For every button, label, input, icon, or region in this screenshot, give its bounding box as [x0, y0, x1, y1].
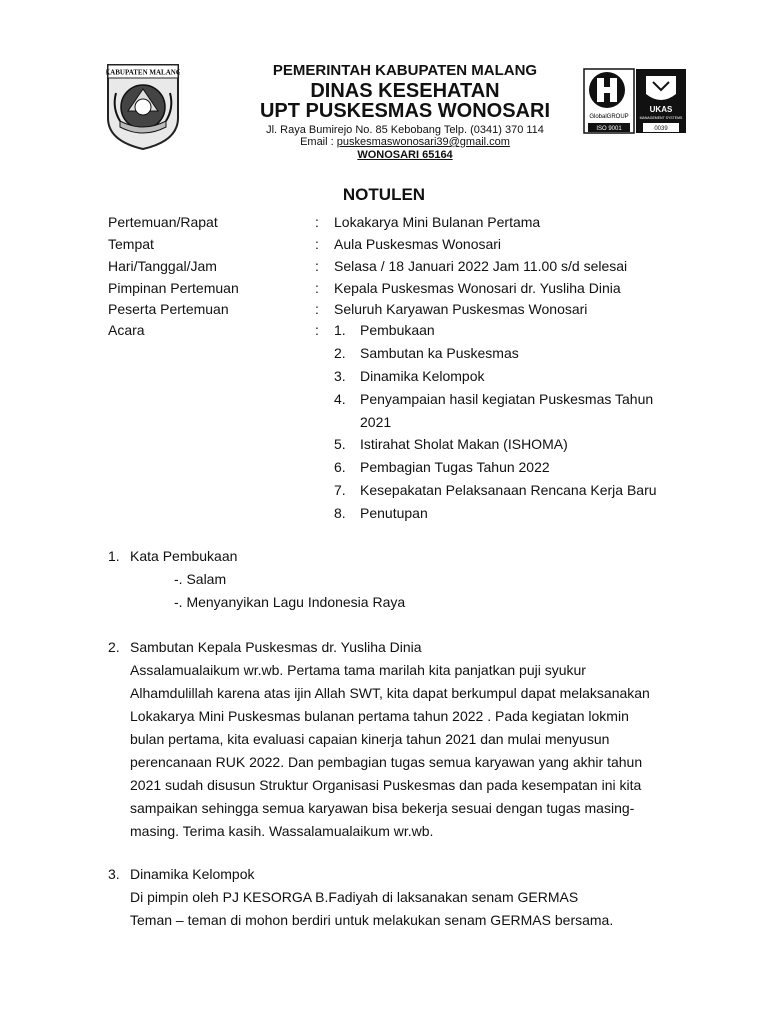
agenda-item: 8. Penutupan	[334, 505, 428, 521]
svg-text:0039: 0039	[654, 126, 668, 132]
meta-row-place	[108, 233, 708, 255]
agenda-item: 4. Penyampaian hasil kegiatan Puskesmas Tahun	[334, 391, 654, 407]
agenda-item: 1. Pembukaan	[334, 322, 435, 338]
section-welcome-speech	[108, 636, 728, 843]
section-group-dynamics	[108, 863, 728, 932]
ukas-logo	[636, 69, 686, 133]
meta-value: Lokakarya Mini Bulanan Pertama	[334, 214, 541, 230]
agenda-item: 6. Pembagian Tugas Tahun 2022	[334, 459, 550, 475]
section-item: -. Salam	[174, 571, 227, 587]
letterhead-postal: WONOSARI 65164	[357, 149, 453, 161]
meta-value: Aula Puskesmas Wonosari	[334, 236, 502, 252]
section-title: Kata Pembukaan	[130, 548, 238, 564]
meta-colon: :	[315, 258, 319, 274]
meta-label: Acara	[108, 322, 145, 338]
paragraph-line: Di pimpin oleh PJ KESORGA B.Fadiyah di laksanakan senam GERMAS	[130, 889, 579, 905]
meta-colon: :	[315, 280, 319, 296]
agenda-item: 5. Istirahat Sholat Makan (ISHOMA)	[334, 436, 568, 452]
agenda-item-continued: 2021	[360, 414, 392, 430]
section-item: -. Menyanyikan Lagu Indonesia Raya	[174, 594, 406, 610]
meta-label: Pimpinan Pertemuan	[108, 280, 239, 296]
kabupaten-malang-logo	[106, 63, 180, 151]
paragraph-line: Teman – teman di mohon berdiri untuk melakukan senam GERMAS bersama.	[130, 912, 614, 928]
svg-text:UKAS: UKAS	[649, 105, 673, 114]
svg-text:ISO 9001: ISO 9001	[596, 126, 622, 132]
section-number: 3.	[108, 866, 120, 882]
document-title: NOTULEN	[342, 185, 426, 204]
meta-value: Kepala Puskesmas Wonosari dr. Yusliha Dinia	[334, 280, 621, 296]
letterhead-email-line	[220, 136, 590, 148]
section-title: Sambutan Kepala Puskesmas dr. Yusliha Dinia	[130, 639, 422, 655]
meta-value: Selasa / 18 Januari 2022 Jam 11.00 s/d selesai	[334, 258, 628, 274]
paragraph-line: perencanaan RUK 2022. Dan pembagian tugas semua karyawan yang akhir tahun	[130, 754, 643, 770]
paragraph-line: bulan pertama, kita evaluasi capaian kinerja tahun 2021 dan mulai menyusun	[130, 731, 610, 747]
meta-row-meeting	[108, 211, 708, 233]
agenda-item: 3. Dinamika Kelompok	[334, 368, 485, 384]
meta-colon: :	[315, 322, 319, 338]
svg-text:KABUPATEN MALANG: KABUPATEN MALANG	[106, 68, 180, 77]
email-label: Email :	[300, 136, 337, 148]
meta-colon: :	[315, 301, 319, 317]
paragraph-line: Alhamdulillah karena atas ijin Allah SWT, kita dapat berkumpul dapat melaksanakan	[130, 685, 650, 701]
meta-label: Pertemuan/Rapat	[108, 214, 218, 230]
meta-colon: :	[315, 236, 319, 252]
letterhead-address: Jl. Raya Bumirejo No. 85 Kebobang Telp. (0341) 370 114	[266, 124, 544, 136]
paragraph-line: Lokakarya Mini Puskesmas bulanan pertama tahun 2022 . Pada kegiatan lokmin	[130, 708, 629, 724]
svg-text:GlobalGROUP: GlobalGROUP	[589, 114, 629, 120]
letterhead-institution: UPT PUSKESMAS WONOSARI	[259, 100, 551, 122]
agenda-item: 2. Sambutan ka Puskesmas	[334, 345, 519, 361]
section-title: Dinamika Kelompok	[130, 866, 255, 882]
agenda-item: 7. Kesepakatan Pelaksanaan Rencana Kerja Baru	[334, 482, 657, 498]
svg-text:MANAGEMENT SYSTEMS: MANAGEMENT SYSTEMS	[639, 116, 683, 120]
agenda-list	[334, 319, 714, 525]
paragraph-line: Assalamualaikum wr.wb. Pertama tama marilah kita panjatkan puji syukur	[130, 662, 586, 678]
meta-row-chair	[108, 277, 708, 299]
section-number: 1.	[108, 548, 120, 564]
section-number: 2.	[108, 639, 120, 655]
iso-9001-logo	[584, 69, 634, 133]
meta-label: Hari/Tanggal/Jam	[108, 258, 217, 274]
certification-logos	[583, 68, 687, 134]
meta-value: Seluruh Karyawan Puskesmas Wonosari	[334, 301, 588, 317]
meta-label: Tempat	[108, 236, 154, 252]
paragraph-line: sampaikan sehingga semua karyawan bisa bekerja sesuai dengan tugas masing-	[130, 800, 635, 816]
section-opening	[108, 545, 708, 614]
paragraph-line: 2021 sudah disusun Struktur Organisasi Puskesmas dan pada kesempatan ini kita	[130, 777, 642, 793]
letterhead-department: DINAS KESEHATAN	[310, 80, 500, 102]
paragraph-line: masing. Terima kasih. Wassalamualaikum wr.wb.	[130, 823, 434, 839]
meta-colon: :	[315, 214, 319, 230]
meta-row-participants	[108, 298, 708, 320]
letterhead-government: PEMERINTAH KABUPATEN MALANG	[272, 62, 538, 79]
email-link[interactable]: puskesmaswonosari39@gmail.com	[336, 136, 510, 148]
meta-label: Peserta Pertemuan	[108, 301, 229, 317]
meta-row-date	[108, 255, 708, 277]
